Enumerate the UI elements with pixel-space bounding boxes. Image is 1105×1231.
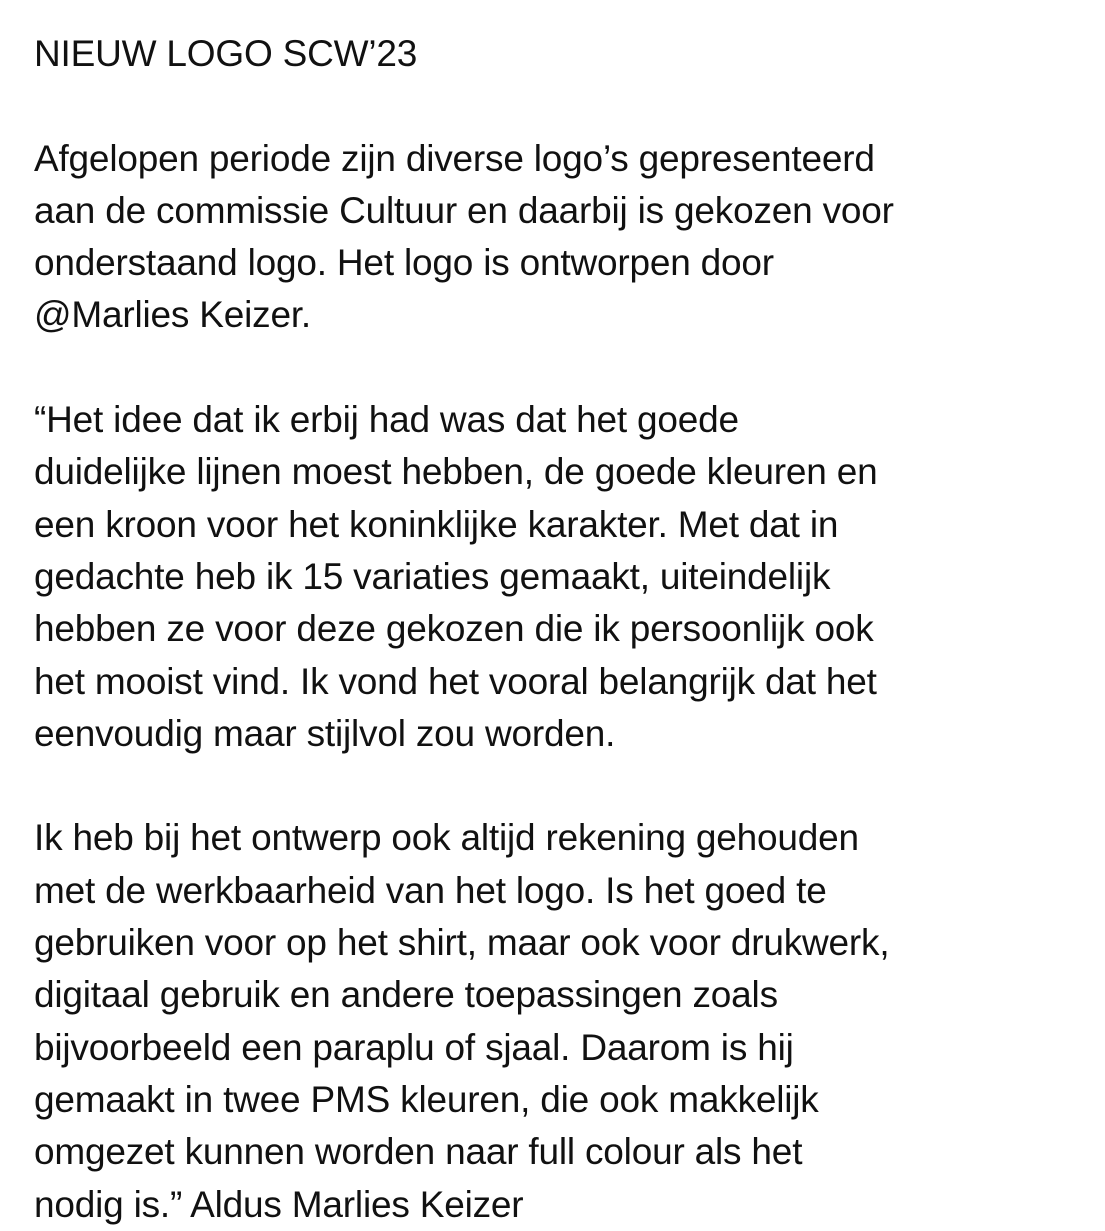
text-line: digitaal gebruik en andere toepassingen zoals [34, 974, 778, 1016]
text-line: @Marlies Keizer. [34, 294, 311, 336]
text-line: met de werkbaarheid van het logo. Is het goed te [34, 869, 827, 911]
text-line: nodig is.” Aldus Marlies Keizer [34, 1183, 524, 1225]
text-line: Afgelopen periode zijn diverse logo’s gepresenteerd [34, 137, 875, 179]
text-line: omgezet kunnen worden naar full colour als het [34, 1131, 803, 1173]
paragraph-quote [34, 394, 1094, 760]
text-line: gebruiken voor op het shirt, maar ook voor drukwerk, [34, 922, 890, 964]
text-line: hebben ze voor deze gekozen die ik persoonlijk ook [34, 608, 874, 650]
text-line: gemaakt in twee PMS kleuren, die ook makkelijk [34, 1078, 819, 1120]
text-line: Ik heb bij het ontwerp ook altijd rekening gehouden [34, 817, 859, 859]
note-body [34, 28, 1094, 1231]
text-line: bijvoorbeeld een paraplu of sjaal. Daarom is hij [34, 1026, 794, 1068]
paragraph-spacer [34, 80, 1094, 132]
text-line: eenvoudig maar stijlvol zou worden. [34, 712, 616, 754]
text-line: onderstaand logo. Het logo is ontworpen door [34, 242, 774, 284]
paragraph-spacer [34, 760, 1094, 812]
text-line: “Het idee dat ik erbij had was dat het goede [34, 399, 739, 441]
text-line: een kroon voor het koninklijke karakter. Met dat in [34, 503, 839, 545]
note-title: NIEUW LOGO SCW’23 [34, 33, 418, 74]
text-line: het mooist vind. Ik vond het vooral belangrijk dat het [34, 660, 877, 702]
paragraph-spacer [34, 342, 1094, 394]
text-line: aan de commissie Cultuur en daarbij is gekozen voor [34, 189, 894, 231]
text-line: gedachte heb ik 15 variaties gemaakt, uiteindelijk [34, 555, 831, 597]
text-line: duidelijke lijnen moest hebben, de goede kleuren en [34, 451, 878, 493]
paragraph-design [34, 812, 1094, 1230]
paragraph-intro [34, 133, 1094, 342]
